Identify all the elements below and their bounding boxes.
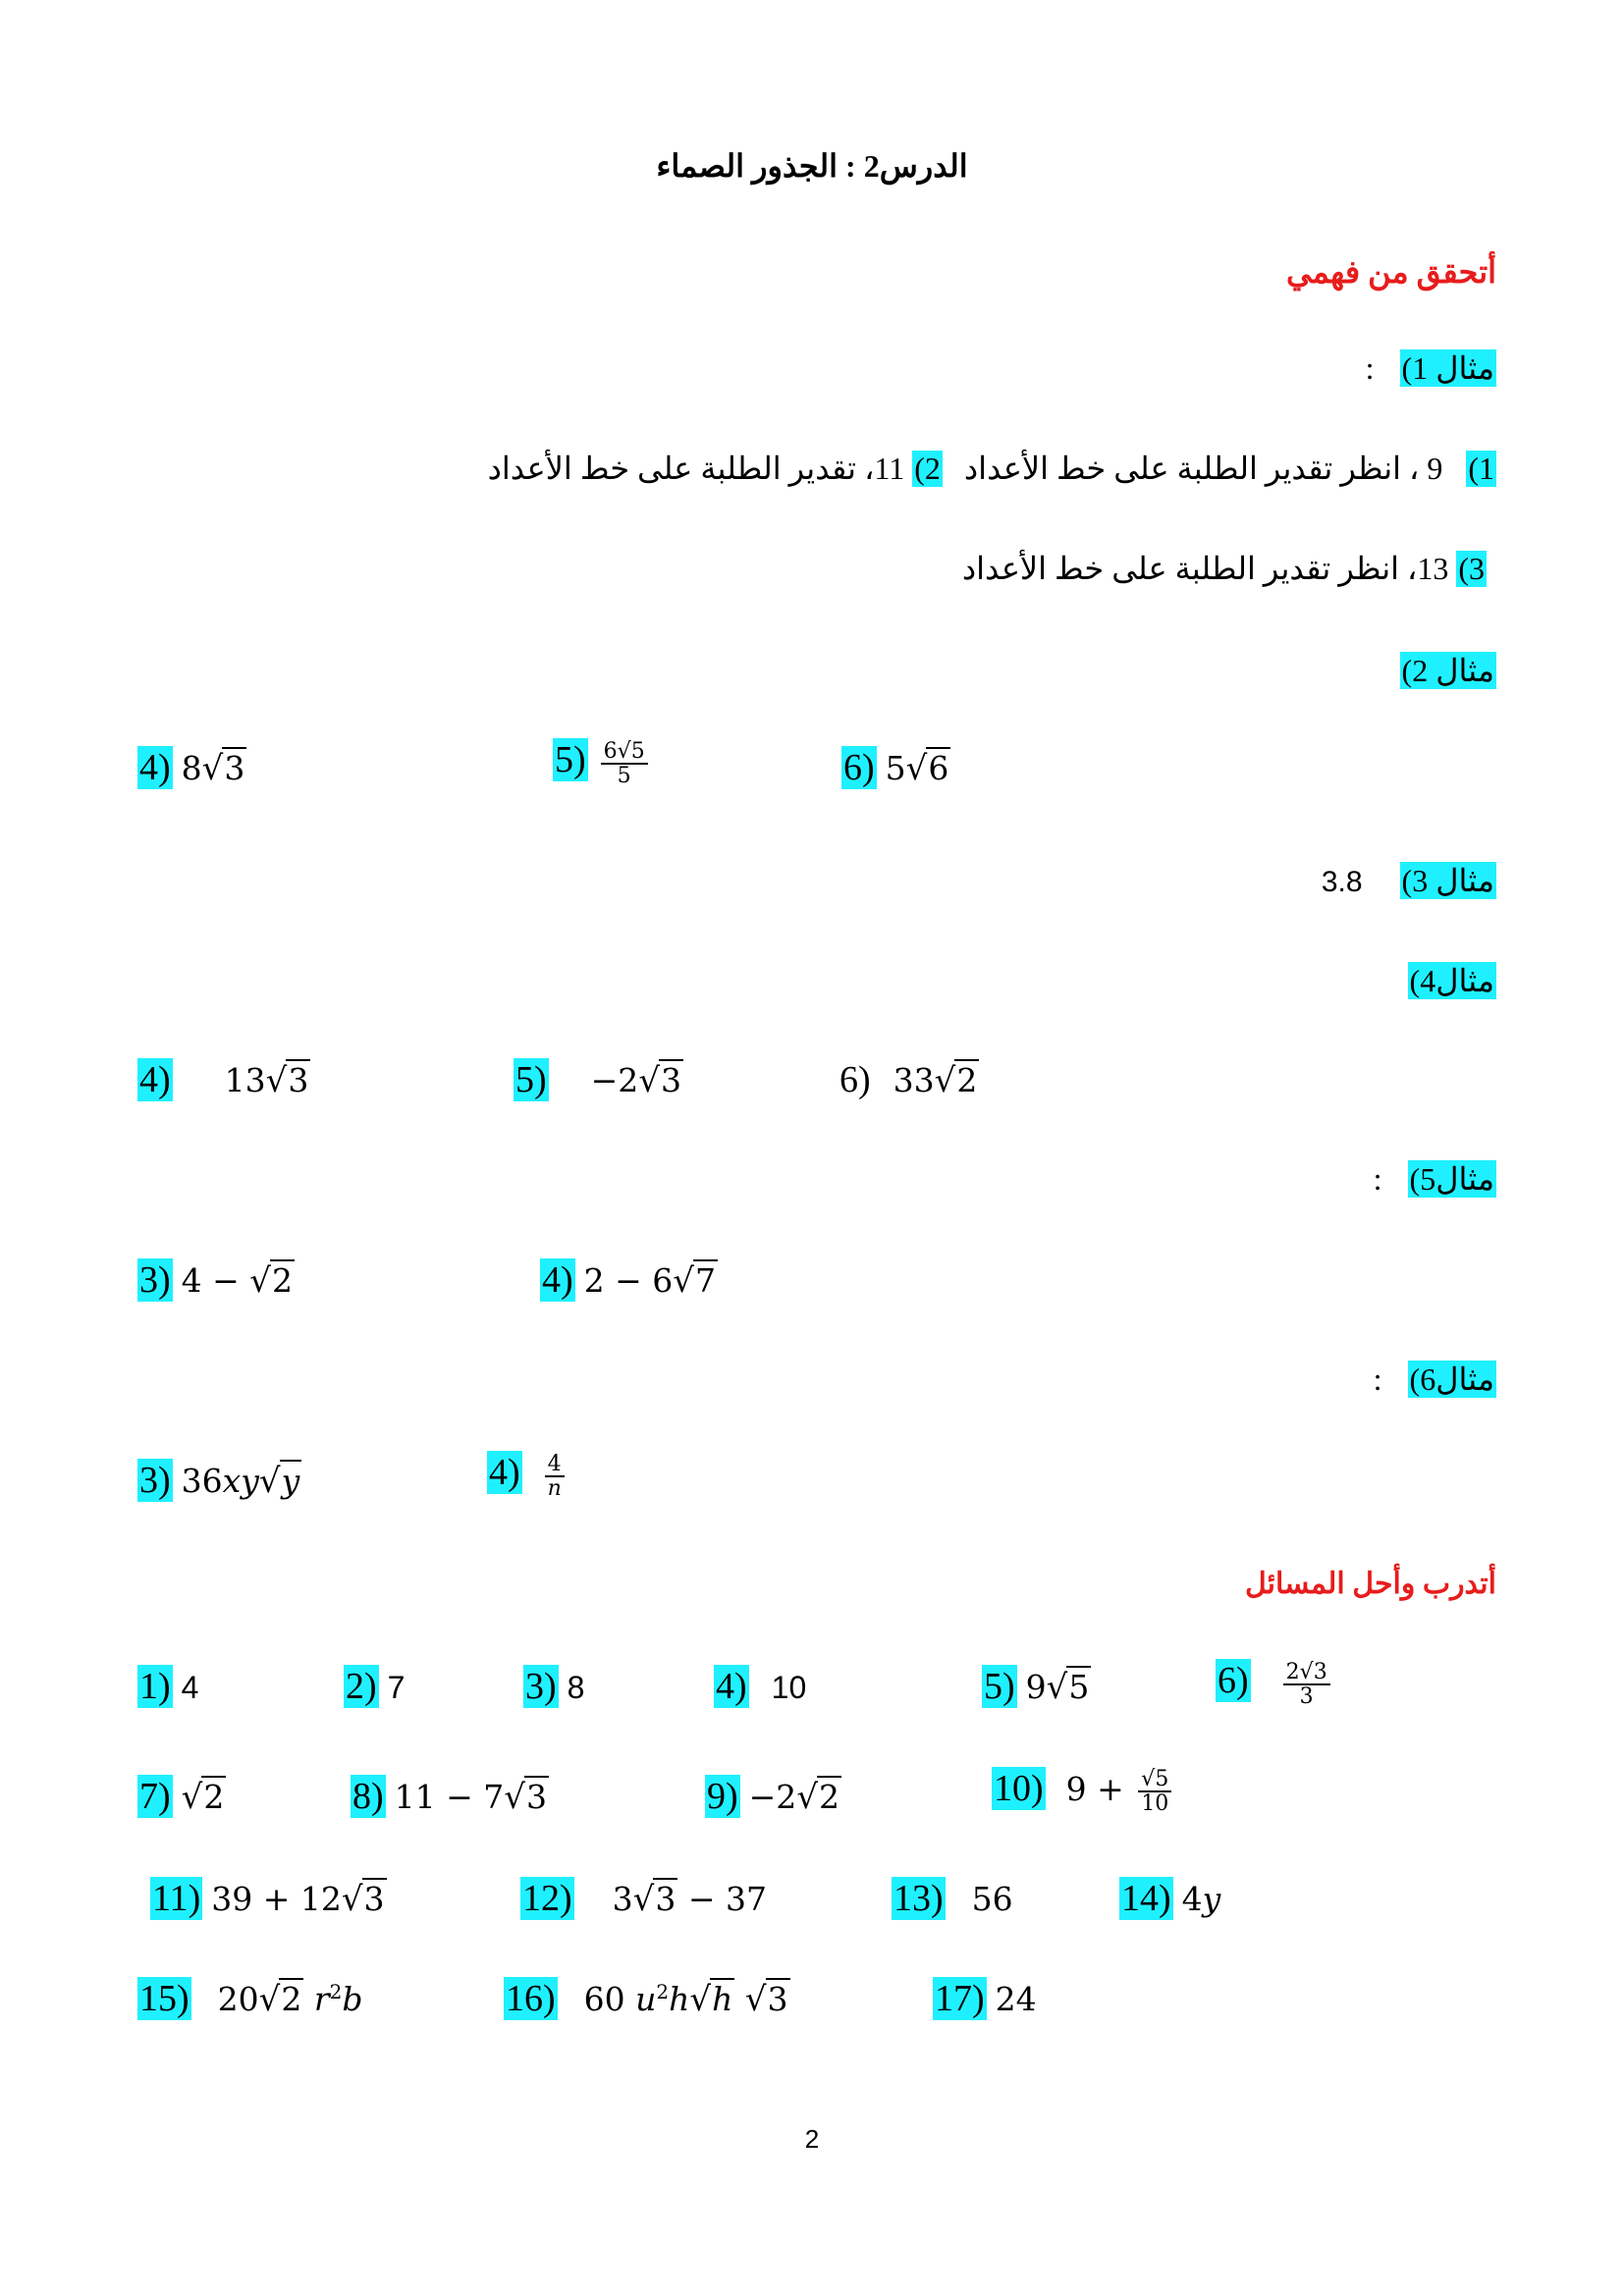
practice-7-label: 7) [139, 1776, 171, 1817]
practice-9-label: 9) [707, 1776, 738, 1817]
ex4-answer-5-expr: −2√3 [590, 1061, 681, 1100]
practice-10 [992, 1767, 1175, 1815]
practice-17-label: 17) [935, 1978, 985, 2019]
example-1-heading [1366, 349, 1496, 387]
practice-3-value: 8 [567, 1670, 585, 1705]
practice-8 [351, 1775, 549, 1818]
practice-1 [137, 1665, 198, 1708]
ex4-answer-6 [839, 1058, 979, 1101]
practice-13-value: 56 [971, 1880, 1013, 1918]
example-1-colon: : [1365, 350, 1375, 386]
item-2-text: 11، تقدير الطلبة على خط الأعداد [487, 451, 905, 486]
example-4-heading [1408, 962, 1496, 999]
practice-8-expr: 11 − 7√3 [394, 1778, 547, 1817]
practice-11-expr: 39 + 12√3 [211, 1880, 385, 1919]
practice-13 [892, 1877, 1013, 1920]
ex6-answer-4 [487, 1451, 568, 1500]
ex5-answer-4-expr: 2 − 6√7 [583, 1261, 716, 1301]
practice-5-label: 5) [984, 1666, 1015, 1707]
ex2-answer-6-expr: 5√6 [885, 749, 949, 788]
ex5-answer-3-label: 3) [139, 1259, 171, 1301]
ex5-answer-3-expr: 4 − √2 [181, 1261, 293, 1301]
ex4-answer-6-label: 6) [839, 1059, 871, 1100]
practice-15 [137, 1977, 362, 2020]
practice-2-value: 7 [387, 1670, 406, 1705]
practice-1-value: 4 [181, 1670, 199, 1705]
example-3-heading [1322, 862, 1496, 899]
practice-9 [705, 1775, 841, 1818]
practice-14-label: 14) [1121, 1878, 1171, 1919]
practice-8-label: 8) [352, 1776, 384, 1817]
ex6-answer-3-expr: 36xy√y [181, 1462, 300, 1501]
practice-16 [504, 1977, 790, 2020]
practice-10-expr: 9 + $\frac{√5}{10}$ [1066, 1770, 1176, 1808]
ex2-answer-4-expr: 8√3 [181, 749, 245, 788]
example-5-heading [1374, 1160, 1496, 1198]
example-2-heading [1400, 652, 1496, 689]
example-6-colon: : [1373, 1362, 1382, 1397]
example-2-label: مثال 2) [1401, 653, 1494, 688]
practice-16-label: 16) [506, 1978, 556, 2019]
practice-5-expr: 9√5 [1025, 1668, 1090, 1707]
practice-6-fraction: $\frac{2√3}{3}$ [1283, 1661, 1330, 1708]
practice-7-expr: √2 [181, 1778, 225, 1817]
practice-2-label: 2) [346, 1666, 377, 1707]
section-check-heading: أتحقق من فهمي [1285, 254, 1496, 290]
ex2-answer-6 [841, 746, 950, 789]
example-6-heading [1374, 1361, 1496, 1398]
ex6-answer-4-fraction: $\frac{4}{n}$ [545, 1453, 565, 1500]
ex2-answer-6-label: 6) [843, 747, 875, 788]
practice-12-expr: 3√3 − 37 [612, 1880, 767, 1919]
practice-6-label: 6) [1218, 1660, 1249, 1701]
practice-16-expr: 60 $u^2h√h$ √3 [583, 1980, 788, 2019]
section-practice-heading: أتدرب وأحل المسائل [1244, 1568, 1496, 1600]
item-3-label: 3) [1458, 551, 1485, 586]
page-number: 2 [804, 2124, 820, 2154]
ex4-answer-5 [514, 1058, 683, 1101]
practice-4-value: 10 [771, 1670, 807, 1705]
practice-6 [1216, 1659, 1334, 1708]
ex6-answer-3 [137, 1459, 301, 1502]
practice-12 [520, 1877, 767, 1920]
example-6-label: مثال6) [1409, 1362, 1494, 1397]
ex2-answer-5-fraction: $\frac{6√5}{5}$ [601, 740, 648, 787]
ex5-answer-4 [540, 1258, 718, 1302]
ex6-answer-3-label: 3) [139, 1460, 171, 1501]
practice-13-label: 13) [893, 1878, 944, 1919]
practice-11-label: 11) [152, 1878, 201, 1919]
item-2-label: 2) [914, 451, 941, 486]
ex4-answer-6-expr: 33√2 [893, 1061, 978, 1100]
example-1-label: مثال 1) [1401, 350, 1494, 386]
practice-17 [933, 1977, 1037, 2020]
practice-1-label: 1) [139, 1666, 171, 1707]
ex6-answer-4-label: 4) [489, 1452, 520, 1493]
practice-2 [344, 1665, 405, 1708]
ex4-answer-4 [137, 1058, 310, 1101]
practice-3 [523, 1665, 584, 1708]
ex2-answer-4-label: 4) [139, 747, 171, 788]
practice-17-value: 24 [995, 1980, 1037, 2018]
practice-10-label: 10) [994, 1768, 1044, 1809]
ex2-answer-5 [553, 738, 652, 787]
ex4-answer-5-label: 5) [515, 1059, 547, 1100]
example-3-value: 3.8 [1321, 866, 1363, 898]
ex2-answer-5-label: 5) [555, 739, 586, 780]
practice-4 [714, 1665, 806, 1708]
practice-12-label: 12) [522, 1878, 572, 1919]
example-1-line-1 [488, 450, 1496, 487]
example-5-label: مثال5) [1409, 1161, 1494, 1197]
practice-3-label: 3) [525, 1666, 557, 1707]
practice-11 [150, 1877, 387, 1920]
ex5-answer-4-label: 4) [542, 1259, 573, 1301]
practice-4-label: 4) [716, 1666, 747, 1707]
example-5-colon: : [1373, 1161, 1382, 1197]
item-1-label: 1) [1468, 451, 1494, 486]
practice-14-expr: 4y [1181, 1880, 1221, 1918]
example-1-line-2 [962, 550, 1487, 587]
item-1-text: 9 ، انظر تقدير الطلبة على خط الأعداد [963, 451, 1443, 486]
ex2-answer-4 [137, 746, 246, 789]
ex4-answer-4-label: 4) [139, 1059, 171, 1100]
example-4-label: مثال4) [1409, 963, 1494, 998]
ex5-answer-3 [137, 1258, 295, 1302]
example-3-label: مثال 3) [1401, 863, 1494, 898]
item-3-text: 13، انظر تقدير الطلبة على خط الأعداد [961, 551, 1449, 586]
practice-14 [1119, 1877, 1220, 1920]
practice-15-expr: 20√2 $r^2b$ [217, 1980, 363, 2019]
practice-9-expr: −2√2 [748, 1778, 839, 1817]
ex4-answer-4-expr: 13√3 [224, 1061, 309, 1100]
lesson-title: الدرس2 : الجذور الصماء [656, 148, 968, 184]
practice-5 [982, 1665, 1091, 1708]
practice-7 [137, 1775, 226, 1818]
practice-15-label: 15) [139, 1978, 189, 2019]
